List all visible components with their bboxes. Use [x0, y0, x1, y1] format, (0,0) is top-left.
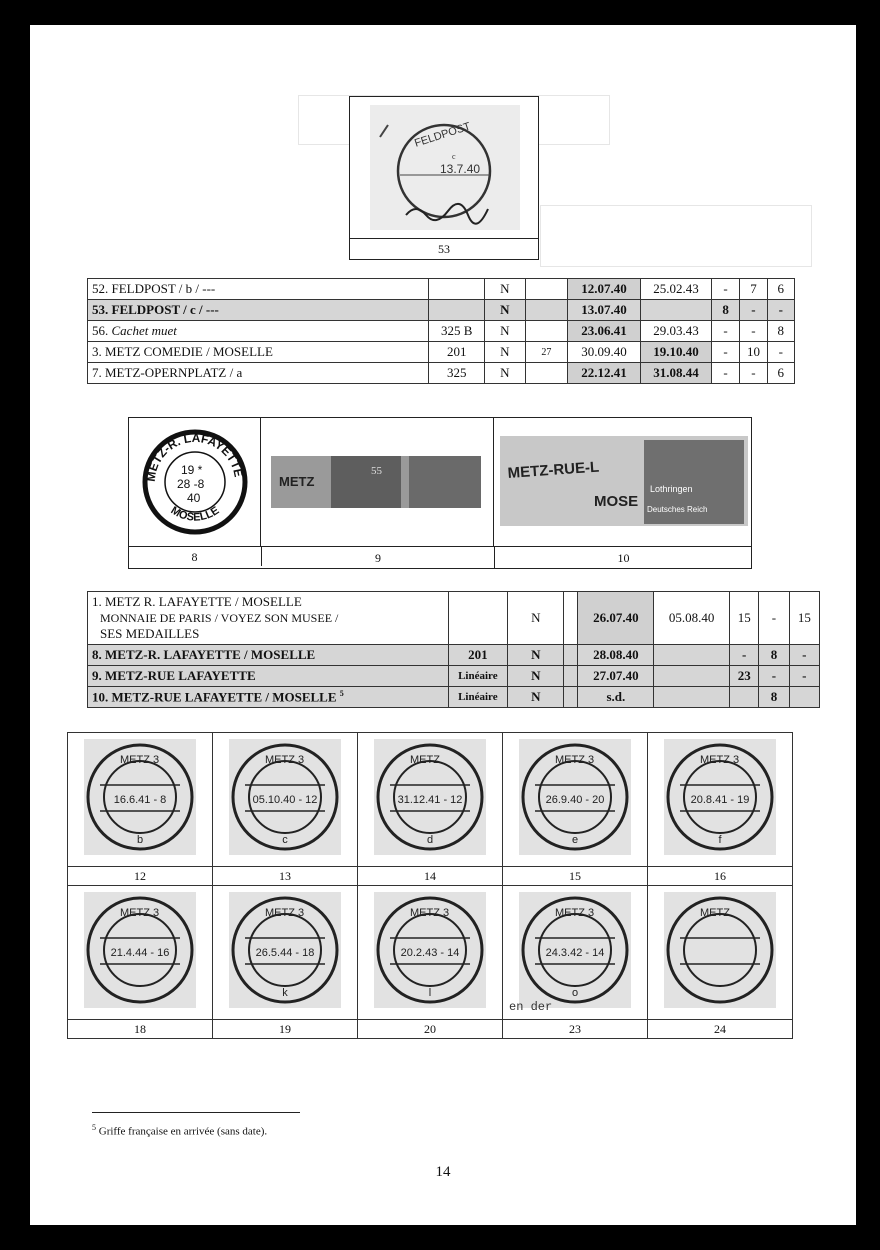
linear-cancel-stamp-image [261, 418, 493, 546]
postmark-cell [213, 886, 358, 1039]
postmark-date: 26.9.40 - 20 [545, 794, 605, 806]
postmark-town: METZ 3 [700, 754, 740, 766]
stamp-line3: 40 [187, 491, 201, 505]
cell-value-b: 8 [759, 687, 789, 708]
figure-10-cell [494, 418, 751, 546]
postmark-town: METZ 3 [265, 754, 305, 766]
metz-postmark-image [68, 733, 212, 861]
cell-name: 9. METZ-RUE LAFAYETTE [88, 666, 449, 687]
figure-caption: 13 [213, 866, 357, 885]
figure-caption: 10 [494, 547, 752, 569]
figure-row-8-9-10 [128, 417, 752, 569]
postmark-date: 21.4.44 - 16 [110, 947, 170, 959]
metz-postmark-image [503, 733, 647, 861]
cell-type: Linéaire [448, 666, 508, 687]
cell-date-last: 25.02.43 [641, 279, 712, 300]
postmark-letter: b [136, 834, 144, 846]
metz-postmark-image [213, 886, 357, 1014]
postmark-town: METZ 3 [410, 907, 450, 919]
cell-x [564, 687, 578, 708]
cell-value-a: 15 [730, 592, 759, 645]
cell-date-first: 23.06.41 [568, 321, 641, 342]
cell-x: 27 [525, 342, 568, 363]
figure-53 [349, 96, 539, 260]
postmark-town: METZ [410, 754, 440, 766]
stamp-label2: Deutsches Reich [647, 505, 708, 514]
cell-value-a: 8 [711, 300, 739, 321]
table-row [88, 321, 795, 342]
cell-date-first: 12.07.40 [568, 279, 641, 300]
cell-type: 325 B [429, 321, 485, 342]
cell-value-c: 6 [767, 363, 794, 384]
stamp-linear-text: METZ [279, 474, 315, 489]
table-row [88, 363, 795, 384]
postmark-cell [358, 886, 503, 1039]
postmark-town: METZ [700, 907, 730, 919]
footnote-text: Griffe française en arrivée (sans date). [98, 1125, 268, 1138]
cell-date-first: 27.07.40 [578, 666, 654, 687]
footnote-rule [92, 1112, 300, 1113]
table-row [88, 279, 795, 300]
catalog-table-1 [87, 278, 795, 384]
cell-name-italic: Cachet muet [111, 323, 177, 338]
cell-type [448, 592, 508, 645]
postmark-date: 20.8.41 - 19 [690, 794, 750, 806]
cell-type: 325 [429, 363, 485, 384]
cell-x [564, 592, 578, 645]
cell-type [429, 279, 485, 300]
cell-value-c: - [789, 666, 819, 687]
postmark-cell [648, 733, 793, 886]
cell-date-last [654, 666, 730, 687]
cell-date-last: 31.08.44 [641, 363, 712, 384]
postmark-letter: k [282, 987, 288, 999]
postmark-cell [648, 886, 793, 1039]
stamp-value-text: 55 [371, 465, 382, 477]
metz-postmark-image [648, 886, 792, 1014]
cell-x [525, 300, 568, 321]
cell-date-last: 19.10.40 [641, 342, 712, 363]
cell-name-line: MONNAIE DE PARIS / VOYEZ SON MUSEE / [100, 611, 339, 625]
stamp-label1: Lothringen [650, 484, 693, 494]
metz-postmark-image [503, 886, 647, 1014]
bleed-through-mark [540, 205, 812, 267]
footnote-number: 5 [92, 1123, 96, 1132]
cell-type: 201 [448, 645, 508, 666]
cell-date-first: 28.08.40 [578, 645, 654, 666]
page-number: 14 [435, 1164, 451, 1180]
postmark-date: 26.5.44 - 18 [255, 947, 315, 959]
cell-n: N [508, 687, 564, 708]
figure-caption: 16 [648, 866, 792, 885]
cell-x [525, 279, 568, 300]
footnote-marker: 5 [339, 689, 344, 698]
cell-value-c [789, 687, 819, 708]
cell-name-line: 1. METZ R. LAFAYETTE / MOSELLE [92, 594, 302, 609]
postmark-town: METZ 3 [555, 754, 595, 766]
cell-value-b: - [740, 363, 767, 384]
stamp-date-text: 13.7.40 [440, 162, 481, 176]
postmark-cell [358, 733, 503, 886]
cell-value-b: - [740, 321, 767, 342]
cell-date-first: 13.07.40 [568, 300, 641, 321]
cell-name: 52. FELDPOST / b / --- [88, 279, 429, 300]
cell-x [564, 666, 578, 687]
cell-date-first: 22.12.41 [568, 363, 641, 384]
feldpost-postmark-image [350, 97, 538, 237]
cell-value-a: - [711, 342, 739, 363]
cell-n: N [508, 592, 564, 645]
stamp-letter-text: c [452, 152, 456, 161]
figure-caption: 20 [358, 1019, 502, 1038]
postmark-letter: f [718, 834, 722, 846]
stamp-arc-top-text: METZ-R. LAFAYETTE [143, 430, 246, 483]
cell-value-b: 7 [740, 279, 767, 300]
website-watermark: www.philabooks.com [294, 1192, 586, 1223]
svg-text:MOSELLE [169, 505, 222, 524]
postmark-cell [503, 733, 648, 886]
cell-name [88, 687, 449, 708]
cell-name: 8. METZ-R. LAFAYETTE / MOSELLE [88, 645, 449, 666]
stamp-arc-bottom-text: MOSELLE [168, 504, 222, 524]
stamp-line1: 19 * [181, 463, 203, 477]
table-row [88, 687, 820, 708]
cell-date-first: 30.09.40 [568, 342, 641, 363]
postmark-date: 24.3.42 - 14 [545, 947, 605, 959]
cell-value-b: - [759, 666, 789, 687]
postmark-date: 31.12.41 - 12 [397, 794, 463, 806]
cell-value-a: - [711, 363, 739, 384]
postmark-grid-row [68, 733, 793, 886]
linear-lafayette-stamp-image [494, 418, 751, 546]
figure-caption: 23 [503, 1019, 647, 1038]
figure-caption: 53 [350, 238, 538, 259]
postmark-letter: e [571, 834, 579, 846]
cell-date-last [654, 645, 730, 666]
stamp-line2: 28 -8 [177, 477, 205, 491]
cell-name-text: 10. METZ-RUE LAFAYETTE / MOSELLE [92, 689, 337, 705]
lafayette-postmark-image [129, 418, 260, 546]
cell-value-c: 8 [767, 321, 794, 342]
postmark-letter: o [571, 987, 579, 999]
cell-value-b: 8 [759, 645, 789, 666]
cell-value-b: 10 [740, 342, 767, 363]
figure-caption: 12 [68, 866, 212, 885]
cell-name [88, 592, 449, 645]
postmark-date: 16.6.41 - 8 [113, 794, 167, 806]
cell-x [525, 321, 568, 342]
figure-captions-row [129, 546, 751, 569]
stamp-line1: METZ-RUE-L [507, 458, 600, 482]
postmark-letter: d [426, 834, 434, 846]
cell-date-last: 29.03.43 [641, 321, 712, 342]
postmark-town: METZ 3 [265, 907, 305, 919]
metz-postmark-image [358, 733, 502, 861]
cell-value-a [730, 687, 759, 708]
cell-value-c: 6 [767, 279, 794, 300]
cell-date-last [641, 300, 712, 321]
postmark-cell [68, 886, 213, 1039]
cell-date-first: s.d. [578, 687, 654, 708]
cell-name [88, 321, 429, 342]
document-page [30, 25, 856, 1225]
table-row [88, 592, 820, 645]
footnote [92, 1123, 267, 1138]
figure-caption: 19 [213, 1019, 357, 1038]
figure-caption: 8 [191, 550, 198, 564]
figure-caption: 18 [68, 1019, 212, 1038]
cell-value-c: - [789, 645, 819, 666]
metz-postmark-image [68, 886, 212, 1014]
postmark-date: 05.10.40 - 12 [252, 794, 318, 806]
postmark-grid-row [68, 886, 793, 1039]
cell-date-last: 05.08.40 [654, 592, 730, 645]
cell-value-b: - [740, 300, 767, 321]
metz-postmark-image [358, 886, 502, 1014]
cell-value-c: 15 [789, 592, 819, 645]
cell-name: 3. METZ COMEDIE / MOSELLE [88, 342, 429, 363]
figure-caption: 24 [648, 1019, 792, 1038]
metz-postmark-image [213, 733, 357, 861]
stamp-town-text: FELDPOST [413, 120, 473, 150]
cell-date-first: 26.07.40 [578, 592, 654, 645]
cell-name-prefix: 56. [92, 323, 112, 338]
cell-name: 53. FELDPOST / c / --- [88, 300, 429, 321]
cell-value-b: - [759, 592, 789, 645]
catalog-table-2 [87, 591, 820, 708]
cell-value-c: - [767, 300, 794, 321]
cell-x [564, 645, 578, 666]
cell-date-last [654, 687, 730, 708]
cell-n: N [485, 363, 526, 384]
table-row [88, 300, 795, 321]
cell-n: N [485, 342, 526, 363]
postmark-cell [213, 733, 358, 886]
postmark-date: 20.2.43 - 14 [400, 947, 460, 959]
cell-n: N [485, 321, 526, 342]
figure-caption: 15 [503, 866, 647, 885]
cell-n: N [485, 279, 526, 300]
figure-caption: 14 [358, 866, 502, 885]
postmark-town: METZ 3 [120, 907, 160, 919]
stamp-line2: MOSE [594, 493, 639, 510]
cell-name: 7. METZ-OPERNPLATZ / a [88, 363, 429, 384]
postmark-letter: c [282, 834, 288, 846]
cell-value-a: - [711, 279, 739, 300]
figure-9-cell [261, 418, 494, 546]
figure-caption: 9 [261, 547, 494, 566]
postmark-letter: l [428, 987, 432, 999]
table-row [88, 666, 820, 687]
cell-name-line: SES MEDAILLES [100, 626, 200, 641]
cell-value-a: 23 [730, 666, 759, 687]
table-row [88, 645, 820, 666]
postmark-cell [68, 733, 213, 886]
cell-n: N [485, 300, 526, 321]
cell-value-a: - [730, 645, 759, 666]
figure-8-cell [129, 418, 261, 546]
cell-type: Linéaire [448, 687, 508, 708]
postmark-extra-text: en der [509, 1000, 553, 1014]
postmark-town: METZ 3 [120, 754, 160, 766]
cell-value-c: - [767, 342, 794, 363]
metz-postmark-image [648, 733, 792, 861]
postmark-town: METZ 3 [555, 907, 595, 919]
cell-n: N [508, 645, 564, 666]
cell-type [429, 300, 485, 321]
cell-x [525, 363, 568, 384]
postmark-cell [503, 886, 648, 1039]
cell-value-a: - [711, 321, 739, 342]
cell-type: 201 [429, 342, 485, 363]
postmark-grid [67, 732, 793, 1039]
cell-n: N [508, 666, 564, 687]
table-row [88, 342, 795, 363]
